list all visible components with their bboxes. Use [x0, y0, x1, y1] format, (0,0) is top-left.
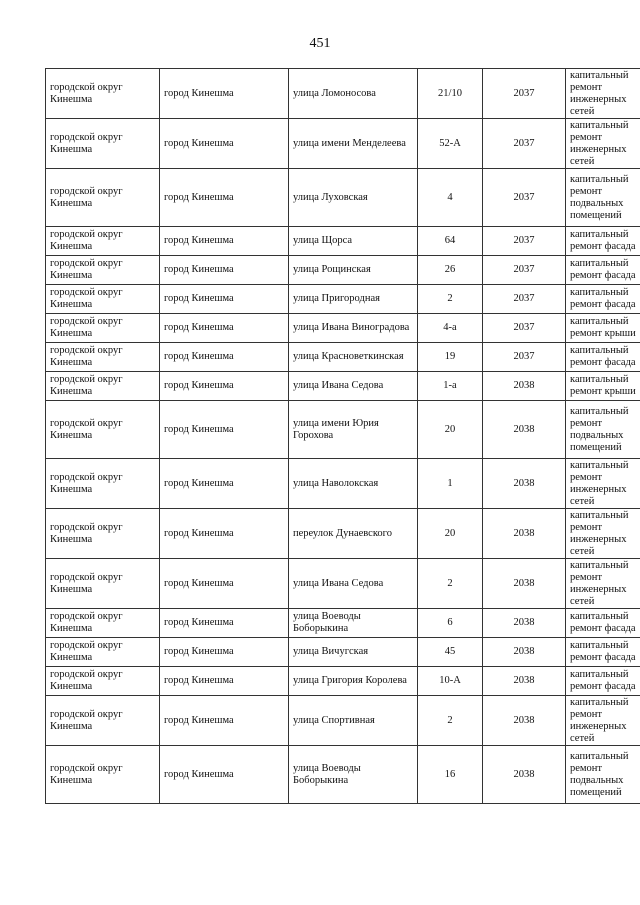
- cell-year: 2037: [483, 169, 566, 227]
- cell-year: 2037: [483, 227, 566, 256]
- cell-street: улица Воеводы Боборыкина: [289, 746, 418, 804]
- cell-street: улица Воеводы Боборыкина: [289, 609, 418, 638]
- cell-okrug: городской округ Кинешма: [46, 256, 160, 285]
- cell-house-number: 19: [418, 343, 483, 372]
- cell-street: улица Ивана Седова: [289, 559, 418, 609]
- table-row: [46, 256, 640, 285]
- table-row: [46, 372, 640, 401]
- cell-work-type: капитальный ремонт инженерных сетей: [566, 119, 640, 169]
- cell-year: 2038: [483, 459, 566, 509]
- cell-year: 2038: [483, 696, 566, 746]
- cell-city: город Кинешма: [160, 401, 289, 459]
- table-row: [46, 227, 640, 256]
- cell-house-number: 20: [418, 401, 483, 459]
- cell-okrug: городской округ Кинешма: [46, 69, 160, 119]
- cell-street: улица Ивана Виноградова: [289, 314, 418, 343]
- cell-house-number: 20: [418, 509, 483, 559]
- cell-house-number: 6: [418, 609, 483, 638]
- cell-okrug: городской округ Кинешма: [46, 559, 160, 609]
- cell-work-type: капитальный ремонт фасада: [566, 343, 640, 372]
- table-row: [46, 509, 640, 559]
- table-row: [46, 667, 640, 696]
- cell-house-number: 21/10: [418, 69, 483, 119]
- repair-registry-table: [45, 68, 640, 804]
- cell-work-type: капитальный ремонт крыши: [566, 372, 640, 401]
- page-number: 451: [309, 36, 331, 51]
- cell-house-number: 45: [418, 638, 483, 667]
- cell-city: город Кинешма: [160, 459, 289, 509]
- cell-city: город Кинешма: [160, 285, 289, 314]
- cell-work-type: капитальный ремонт фасада: [566, 227, 640, 256]
- cell-city: город Кинешма: [160, 667, 289, 696]
- table-row: [46, 401, 640, 459]
- cell-street: улица Рощинская: [289, 256, 418, 285]
- cell-year: 2038: [483, 372, 566, 401]
- cell-okrug: городской округ Кинешма: [46, 401, 160, 459]
- cell-street: улица Ивана Седова: [289, 372, 418, 401]
- cell-city: город Кинешма: [160, 119, 289, 169]
- cell-city: город Кинешма: [160, 343, 289, 372]
- cell-work-type: капитальный ремонт подвальных помещений: [566, 746, 640, 804]
- cell-street: переулок Дунаевского: [289, 509, 418, 559]
- cell-house-number: 16: [418, 746, 483, 804]
- cell-house-number: 26: [418, 256, 483, 285]
- cell-okrug: городской округ Кинешма: [46, 343, 160, 372]
- cell-street: улица Красноветкинская: [289, 343, 418, 372]
- cell-work-type: капитальный ремонт фасада: [566, 667, 640, 696]
- cell-work-type: капитальный ремонт инженерных сетей: [566, 559, 640, 609]
- cell-okrug: городской округ Кинешма: [46, 638, 160, 667]
- cell-okrug: городской округ Кинешма: [46, 372, 160, 401]
- cell-street: улица имени Менделеева: [289, 119, 418, 169]
- cell-okrug: городской округ Кинешма: [46, 746, 160, 804]
- cell-city: город Кинешма: [160, 227, 289, 256]
- cell-okrug: городской округ Кинешма: [46, 609, 160, 638]
- cell-house-number: 10-А: [418, 667, 483, 696]
- cell-street: улица Щорса: [289, 227, 418, 256]
- table-row: [46, 119, 640, 169]
- table-row: [46, 746, 640, 804]
- cell-okrug: городской округ Кинешма: [46, 169, 160, 227]
- cell-city: город Кинешма: [160, 256, 289, 285]
- cell-street: улица Григория Королева: [289, 667, 418, 696]
- table-row: [46, 559, 640, 609]
- cell-street: улица Луховская: [289, 169, 418, 227]
- cell-city: город Кинешма: [160, 746, 289, 804]
- cell-year: 2037: [483, 343, 566, 372]
- cell-house-number: 2: [418, 696, 483, 746]
- cell-house-number: 1: [418, 459, 483, 509]
- cell-okrug: городской округ Кинешма: [46, 227, 160, 256]
- table-row: [46, 314, 640, 343]
- cell-okrug: городской округ Кинешма: [46, 119, 160, 169]
- cell-work-type: капитальный ремонт подвальных помещений: [566, 401, 640, 459]
- cell-house-number: 1-а: [418, 372, 483, 401]
- cell-year: 2038: [483, 559, 566, 609]
- table-row: [46, 343, 640, 372]
- cell-work-type: капитальный ремонт фасада: [566, 638, 640, 667]
- cell-year: 2037: [483, 119, 566, 169]
- cell-year: 2037: [483, 314, 566, 343]
- cell-street: улица Спортивная: [289, 696, 418, 746]
- cell-okrug: городской округ Кинешма: [46, 314, 160, 343]
- cell-work-type: капитальный ремонт инженерных сетей: [566, 696, 640, 746]
- cell-house-number: 2: [418, 285, 483, 314]
- table-row: [46, 609, 640, 638]
- cell-city: город Кинешма: [160, 559, 289, 609]
- cell-work-type: капитальный ремонт фасада: [566, 609, 640, 638]
- cell-okrug: городской округ Кинешма: [46, 509, 160, 559]
- table-row: [46, 459, 640, 509]
- cell-street: улица Наволокская: [289, 459, 418, 509]
- cell-work-type: капитальный ремонт фасада: [566, 256, 640, 285]
- cell-work-type: капитальный ремонт подвальных помещений: [566, 169, 640, 227]
- cell-work-type: капитальный ремонт инженерных сетей: [566, 459, 640, 509]
- cell-street: улица Вичугская: [289, 638, 418, 667]
- cell-year: 2038: [483, 746, 566, 804]
- cell-city: город Кинешма: [160, 372, 289, 401]
- cell-house-number: 64: [418, 227, 483, 256]
- cell-city: город Кинешма: [160, 509, 289, 559]
- table-row: [46, 638, 640, 667]
- cell-okrug: городской округ Кинешма: [46, 667, 160, 696]
- cell-year: 2037: [483, 285, 566, 314]
- cell-okrug: городской округ Кинешма: [46, 285, 160, 314]
- cell-year: 2037: [483, 256, 566, 285]
- cell-okrug: городской округ Кинешма: [46, 696, 160, 746]
- table-row: [46, 169, 640, 227]
- cell-year: 2038: [483, 667, 566, 696]
- cell-city: город Кинешма: [160, 314, 289, 343]
- table-row: [46, 696, 640, 746]
- table-body: [46, 69, 640, 804]
- cell-work-type: капитальный ремонт крыши: [566, 314, 640, 343]
- cell-year: 2038: [483, 401, 566, 459]
- cell-city: город Кинешма: [160, 169, 289, 227]
- cell-street: улица Ломоносова: [289, 69, 418, 119]
- table-row: [46, 285, 640, 314]
- cell-street: улица Пригородная: [289, 285, 418, 314]
- cell-house-number: 52-А: [418, 119, 483, 169]
- cell-year: 2038: [483, 509, 566, 559]
- cell-city: город Кинешма: [160, 69, 289, 119]
- cell-year: 2037: [483, 69, 566, 119]
- cell-okrug: городской округ Кинешма: [46, 459, 160, 509]
- cell-work-type: капитальный ремонт инженерных сетей: [566, 69, 640, 119]
- cell-city: город Кинешма: [160, 609, 289, 638]
- cell-house-number: 4: [418, 169, 483, 227]
- cell-work-type: капитальный ремонт инженерных сетей: [566, 509, 640, 559]
- cell-city: город Кинешма: [160, 638, 289, 667]
- cell-work-type: капитальный ремонт фасада: [566, 285, 640, 314]
- cell-house-number: 4-а: [418, 314, 483, 343]
- cell-year: 2038: [483, 638, 566, 667]
- cell-house-number: 2: [418, 559, 483, 609]
- cell-year: 2038: [483, 609, 566, 638]
- table-row: [46, 69, 640, 119]
- cell-city: город Кинешма: [160, 696, 289, 746]
- cell-street: улица имени Юрия Горохова: [289, 401, 418, 459]
